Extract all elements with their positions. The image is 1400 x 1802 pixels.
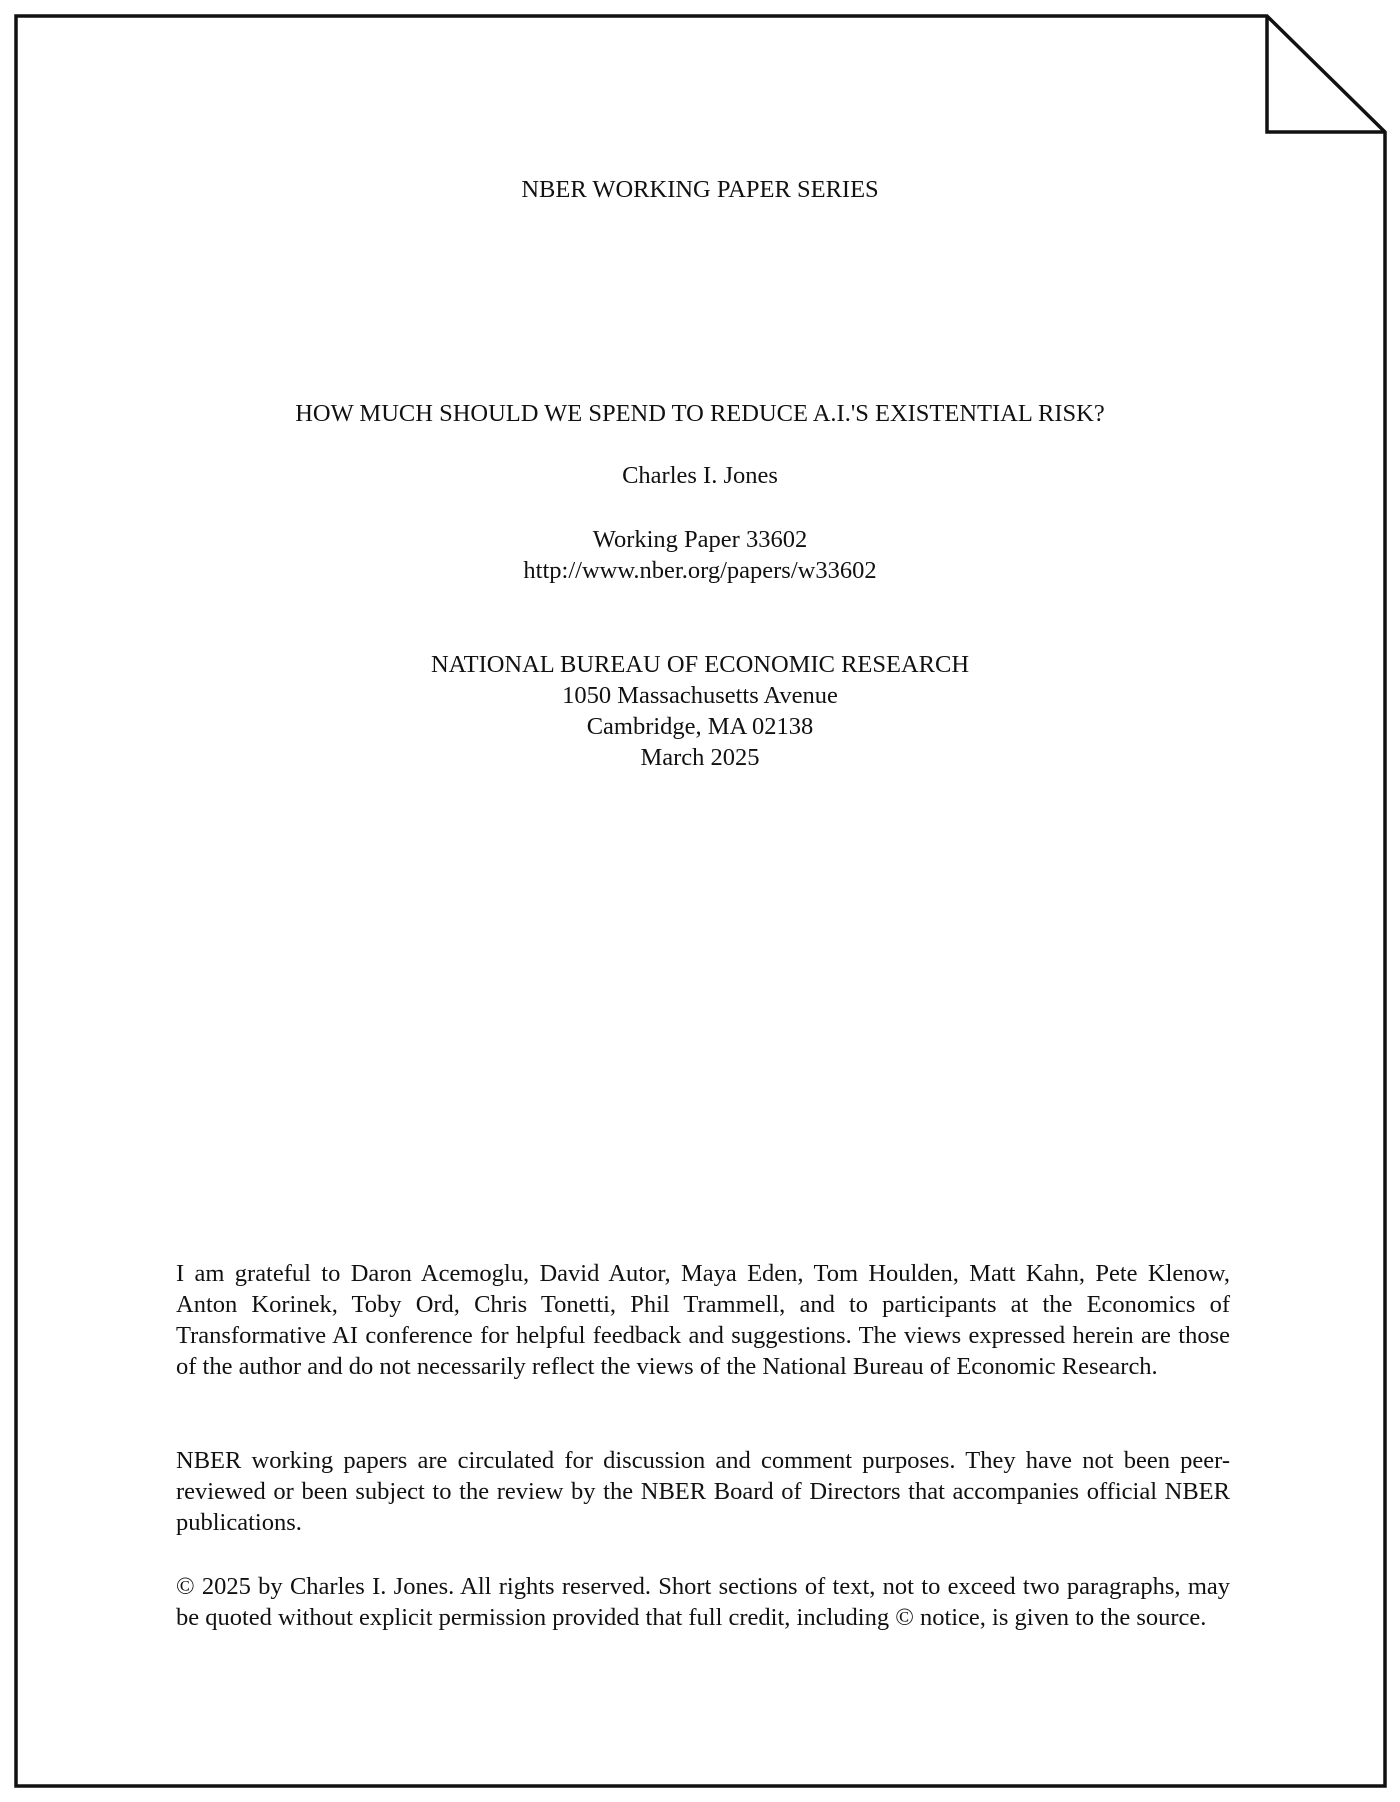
institution-name: NATIONAL BUREAU OF ECONOMIC RESEARCH <box>430 651 970 678</box>
series-heading: NBER WORKING PAPER SERIES <box>521 176 879 203</box>
paper-title: HOW MUCH SHOULD WE SPEND TO REDUCE A.I.'S EXISTENTIAL RISK? <box>295 400 1105 427</box>
institution-city: Cambridge, MA 02138 <box>586 713 814 740</box>
institution-street: 1050 Massachusetts Avenue <box>562 682 838 709</box>
copyright-paragraph: © 2025 by Charles I. Jones. All rights reserved. Short sections of text, not to exceed two paragraphs, may be quoted without explicit permission provided that full credit, including © notice, is given to the source. <box>176 1573 1230 1631</box>
paper-url: http://www.nber.org/papers/w33602 <box>523 557 877 584</box>
acknowledgment-paragraph: I am grateful to Daron Acemoglu, David Autor, Maya Eden, Tom Houlden, Matt Kahn, Pete Klenow, Anton Korinek, Toby Ord, Chris Tonetti, Phil Trammell, and to participants at the Economics of Transformative AI conference for helpful feedback and suggestions. The views expressed herein are those of the author and do not necessarily reflect the views of the National Bureau of Economic Research. <box>176 1260 1230 1380</box>
publication-date: March 2025 <box>640 744 760 771</box>
working-paper-number: Working Paper 33602 <box>592 526 808 553</box>
author-name: Charles I. Jones <box>622 462 778 489</box>
disclaimer-paragraph: NBER working papers are circulated for discussion and comment purposes. They have not been peer-reviewed or been subject to the review by the NBER Board of Directors that accompanies official NBER publications. <box>176 1447 1230 1536</box>
